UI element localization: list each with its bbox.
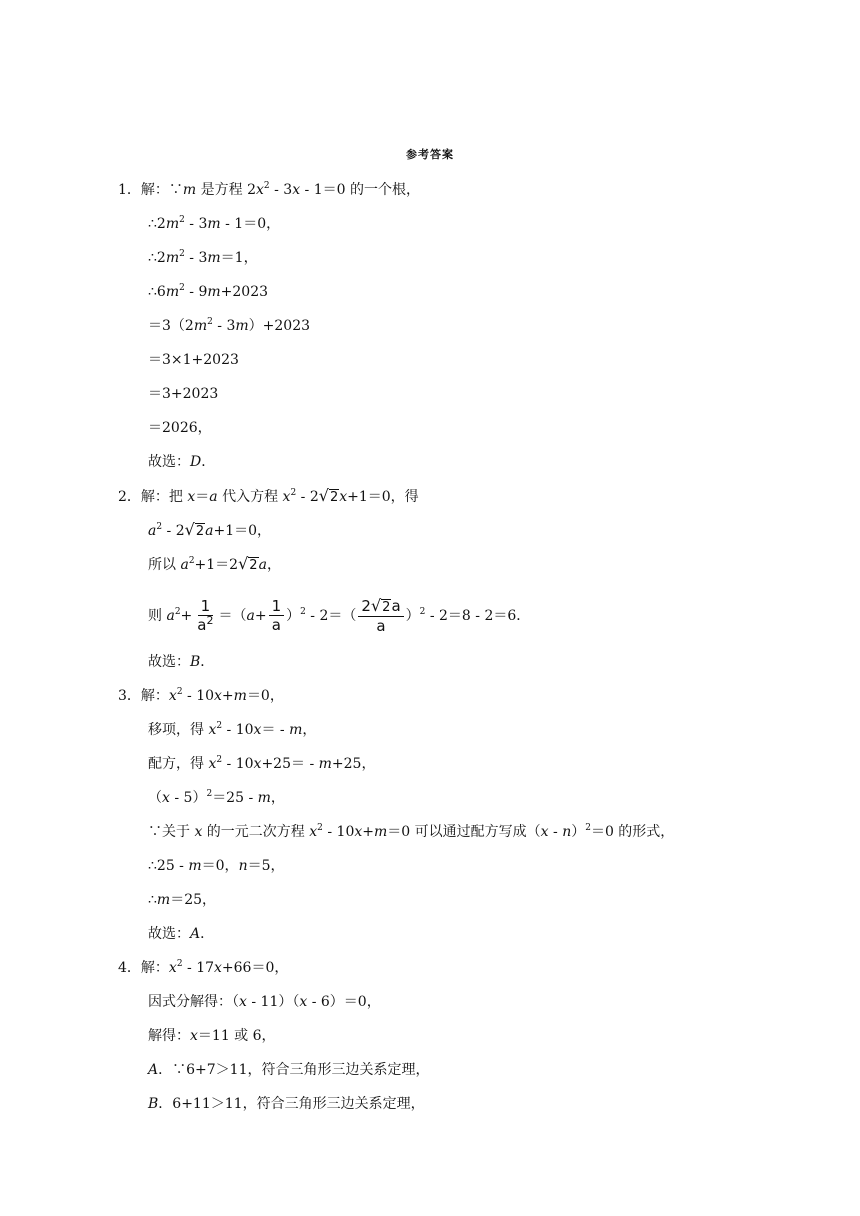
sqrt-symbol: √2 [318, 486, 339, 505]
q3-line-7: ∴m＝25， [148, 892, 217, 908]
q1-line-3: $\therefore 2m^2 - 3m=1$， [148, 249, 258, 266]
q1-line-7: ＝3+2023 [148, 386, 219, 402]
q1-line-1: 1．解：∵m 是方程 $2x^2 - 3x - 1=0$ 的一个根， [118, 181, 421, 198]
sqrt-symbol: √2 [238, 554, 258, 573]
q3-line-5: ∵关于 x 的一元二次方程 $x^2 - 10x+m=0$ 可以通过配方写成（x - n）$^2$＝0 的形式， [148, 823, 675, 840]
q4-option-b: B．6+11＞11，符合三角形三边关系定理， [148, 1096, 425, 1112]
q1-line-8: ＝2026， [148, 420, 212, 436]
q3-line-4: （x - 5）$^2$＝25 - m， [148, 789, 285, 806]
sqrt-symbol: √2 [184, 520, 205, 539]
fraction-one-over-a: $\frac{1}{a}$ [269, 598, 285, 635]
q4-line-2: 因式分解得：（x - 11）（x - 6）＝0， [148, 994, 381, 1010]
q2-line-4: 则 $a^2+$ $\frac{1}{a^2}$ ＝（a+ $\frac{1}{a}$ ）$^2$ - 2＝（ $\frac{2√2a}{a}$ ）$^2$ - 2＝8 - 2＝6． [148, 595, 531, 635]
q3-line-3: 配方，得 $x^2 - 10x+25= - m+25$， [148, 755, 376, 772]
q4-option-a: A．∵6+7＞11，符合三角形三边关系定理， [148, 1062, 430, 1078]
q1-line-5: $=3(2m^2 - 3m)+2023$ [148, 317, 311, 334]
page-title: 参考答案 [406, 148, 454, 161]
fraction-one-over-a-squared: $\frac{1}{a^2}$ [197, 596, 214, 634]
q2-line-3: 所以 $a^2+1=2√2a$， [148, 554, 281, 574]
q4-line-1: 4．解：$x^2 - 17x+66=0$， [118, 959, 289, 976]
q2-line-2: $a^2 - 2√2a+1=0$， [148, 520, 271, 540]
q1-line-6: ＝3×1+2023 [148, 352, 239, 368]
q4-line-3: 解得：x＝11 或 6， [148, 1028, 276, 1044]
q1-line-4: $\therefore 6m^2 - 9m+2023$ [148, 283, 269, 300]
fraction-2sqrt2a-over-a: $\frac{2√2a}{a}$ [358, 597, 403, 636]
q2-answer: 故选：B． [148, 654, 215, 670]
q3-line-2: 移项，得 $x^2 - 10x= - m$， [148, 721, 317, 738]
q3-line-1: 3．解：$x^2 - 10x+m=0$， [118, 687, 284, 704]
q1-line-2: $\therefore 2m^2 - 3m - 1=0$， [148, 215, 281, 232]
q1-answer: 故选：D． [148, 454, 216, 470]
q2-line-1: 2．解：把 x＝a 代入方程 $x^2 - 2√2x+1=0$，得 [118, 486, 419, 506]
q3-answer: 故选：A． [148, 926, 215, 942]
q3-line-6: ∴25 - m＝0，n＝5， [148, 858, 285, 874]
